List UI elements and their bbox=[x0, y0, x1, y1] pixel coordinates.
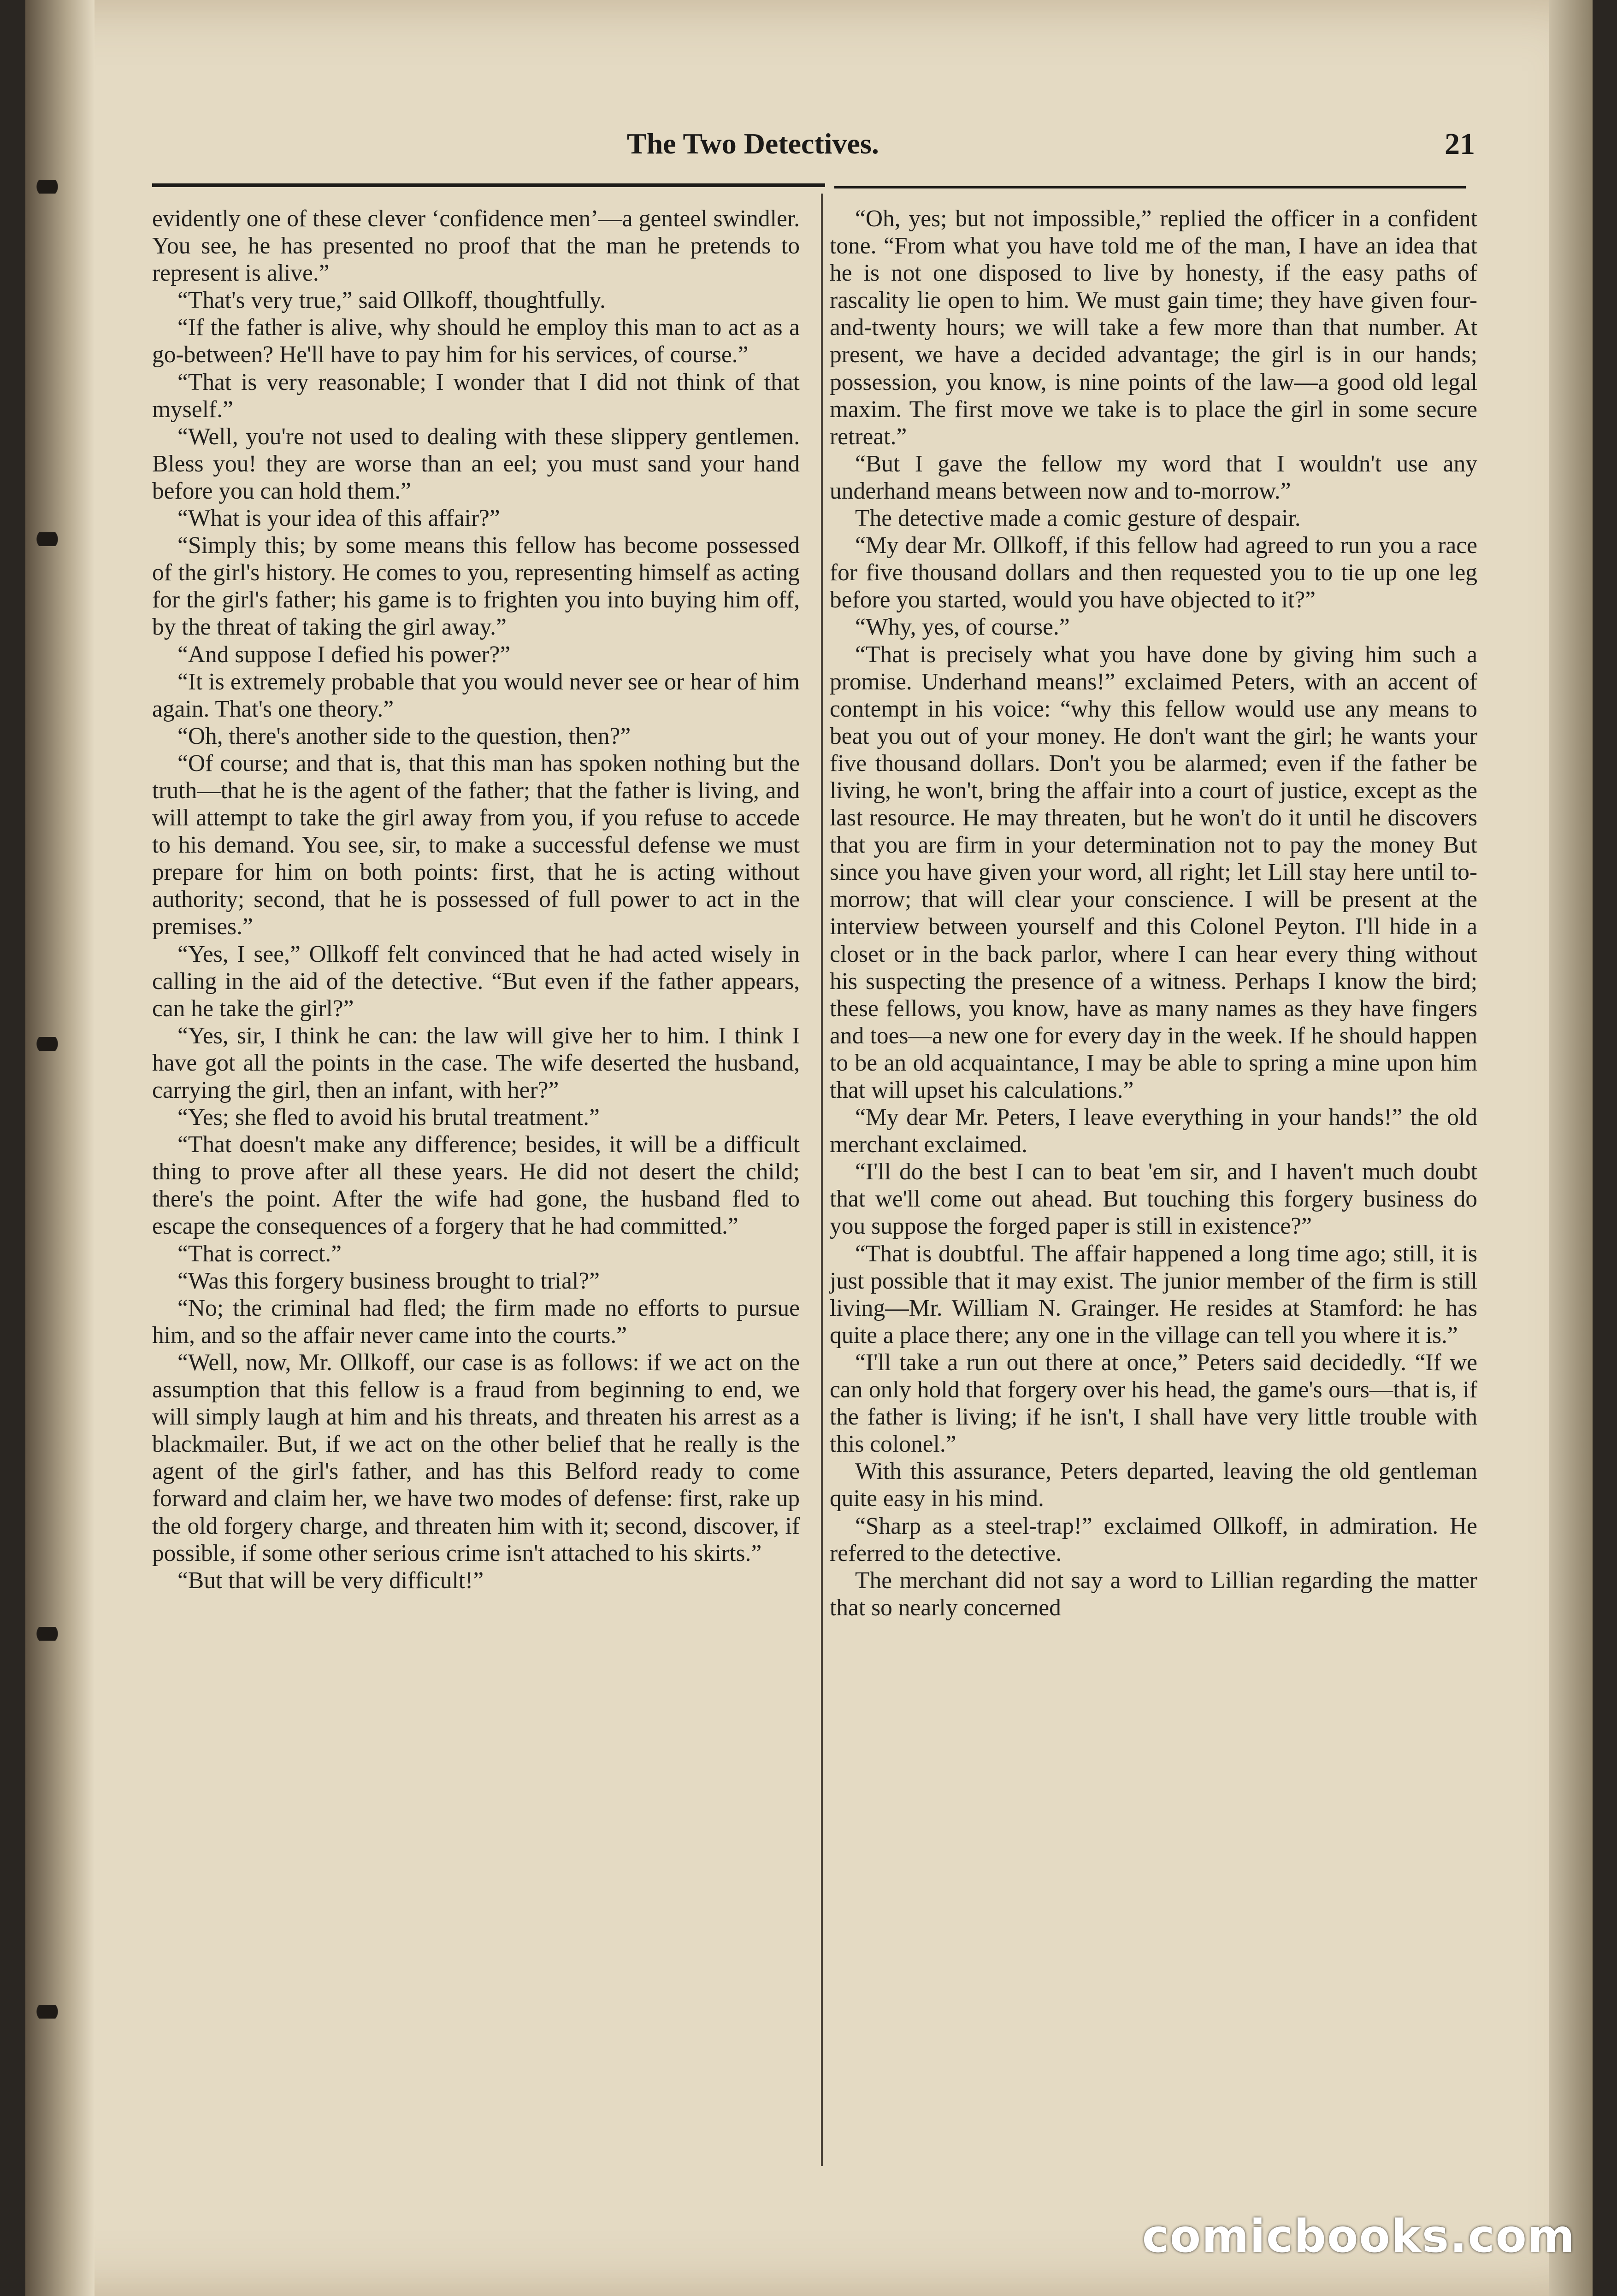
paragraph: “Sharp as a steel-trap!” exclaimed Ollkoff, in admiration. He referred to the detective. bbox=[830, 1513, 1477, 1566]
paragraph: “That is precisely what you have done by giving him such a promise. Underhand means!” exclaimed Peters, with an accent of contempt in his voice: “why this fellow would use any means to beat you out of your money. He don't want the girl; he wants your five thousand dollars. Don't you be alarmed; even if the father be living, he won't, bring the affair into a court of justice, except as the last resource. He may threaten, but he won't do it until he discovers that you are firm in your determination not to pay the money But since you have given your word, all right; let Lill stay here until to-morrow; that will clear your conscience. I will be present at the interview between yourself and this Colonel Peyton. I'll hide in a closet or in the back parlor, where I can hear every thing without his suspecting the presence of a witness. Perhaps I know the bird; these fellows, you know, have as many names as they have fingers and toes—a new one for every day in the week. If he should happen to be an old acquaintance, I may be able to spring a mine upon him that will upset his calculations.” bbox=[830, 641, 1477, 1103]
page-number: 21 bbox=[1445, 127, 1475, 161]
column-divider bbox=[821, 194, 823, 2166]
paragraph: “But I gave the fellow my word that I wouldn't use any underhand means between now and to-morrow.” bbox=[830, 450, 1477, 504]
paragraph: “If the father is alive, why should he employ this man to act as a go-between? He'll have to pay him for his services, of course.” bbox=[152, 314, 800, 368]
paragraph: “Yes; she fled to avoid his brutal treatment.” bbox=[177, 1104, 600, 1131]
paragraph: “I'll take a run out there at once,” Peters said decidedly. “If we can only hold that forgery over his head, the game's ours—that is, if the father is living; if he isn't, I shall have very little trouble with this colonel.” bbox=[830, 1349, 1477, 1458]
stitch-hole bbox=[25, 1627, 69, 1641]
paragraph: “Was this forgery business brought to trial?” bbox=[177, 1267, 600, 1294]
paragraph: The merchant did not say a word to Lillian regarding the matter that so nearly concerned bbox=[830, 1567, 1477, 1621]
left-text-column bbox=[152, 205, 800, 1594]
paragraph: “My dear Mr. Peters, I leave everything in your hands!” the old merchant exclaimed. bbox=[830, 1104, 1477, 1158]
paragraph: “Yes, sir, I think he can: the law will give her to him. I think I have got all the points in the case. The wife deserted the husband, carrying the girl, then an infant, with her?” bbox=[152, 1022, 800, 1103]
site-watermark: comicbooks.com bbox=[1142, 2210, 1576, 2263]
paragraph: “That's very true,” said Ollkoff, thoughtfully. bbox=[177, 287, 606, 314]
stitch-hole bbox=[25, 2005, 69, 2019]
paragraph: “What is your idea of this affair?” bbox=[177, 505, 500, 532]
right-text-column bbox=[830, 205, 1477, 1621]
paragraph: The detective made a comic gesture of despair. bbox=[855, 505, 1301, 532]
paragraph: evidently one of these clever ‘confidence men’—a genteel swindler. You see, he has presented no proof that the man he pretends to represent is alive.” bbox=[152, 206, 800, 287]
paragraph: “That is doubtful. The affair happened a long time ago; still, it is just possible that it may exist. The junior member of the firm is still living—Mr. William N. Grainger. He resides at Stamford: he has quite a place there; any one in the village can tell you where it is.” bbox=[830, 1240, 1477, 1348]
paragraph: “That is correct.” bbox=[177, 1240, 342, 1267]
paragraph: “Well, you're not used to dealing with these slippery gentlemen. Bless you! they are worse than an eel; you must sand your hand before you can hold them.” bbox=[152, 423, 800, 504]
running-title: The Two Detectives. bbox=[627, 127, 879, 160]
paragraph: “Yes, I see,” Ollkoff felt convinced that he had acted wisely in calling in the aid of the detective. “But even if the father appears, can he take the girl?” bbox=[152, 941, 800, 1022]
binding-edge bbox=[25, 0, 94, 2296]
paragraph: “No; the criminal had fled; the firm made no efforts to pursue him, and so the affair never came into the courts.” bbox=[152, 1295, 800, 1348]
running-header bbox=[599, 127, 1475, 182]
paragraph: “But that will be very difficult!” bbox=[177, 1567, 484, 1594]
header-rule bbox=[834, 186, 1466, 188]
paragraph: “My dear Mr. Ollkoff, if this fellow had agreed to run you a race for five thousand dollars and then requested you to tie up one leg before you started, would you have objected to it?” bbox=[830, 532, 1477, 613]
paragraph: “Simply this; by some means this fellow has become possessed of the girl's history. He comes to you, representing himself as acting for the girl's father; his game is to frighten you into buying him off, by the threat of taking the girl away.” bbox=[152, 532, 800, 641]
stitch-hole bbox=[25, 1037, 69, 1051]
paragraph: “And suppose I defied his power?” bbox=[177, 641, 511, 668]
paragraph: “That is very reasonable; I wonder that I did not think of that myself.” bbox=[152, 369, 800, 423]
paragraph: “Of course; and that is, that this man has spoken nothing but the truth—that he is the agent of the father; that the father is living, and will attempt to take the girl away from you, if you refuse to accede to his demand. You see, sir, to make a successful defense we must prepare for him on both points: first, that he is acting without authority; second, that he is possessed of full power to act in the premises.” bbox=[152, 750, 800, 940]
paragraph: “That doesn't make any difference; besides, it will be a difficult thing to prove after all these years. He did not desert the child; there's the point. After the wife had gone, the husband fled to escape the consequences of a forgery that he had committed.” bbox=[152, 1131, 800, 1240]
paragraph: “Oh, yes; but not impossible,” replied the officer in a confident tone. “From what you have told me of the man, I have an idea that he is not one disposed to live by honesty, if the easy paths of rascality lie open to him. We must gain time; they have given four-and-twenty hours; we will take a few more than that number. At present, we have a decided advantage; the girl is in our hands; possession, you know, is nine points of the law—a good old legal maxim. The first move we take is to place the girl in some secure retreat.” bbox=[830, 206, 1477, 450]
paragraph: With this assurance, Peters departed, leaving the old gentleman quite easy in his mind. bbox=[830, 1458, 1477, 1512]
stitch-hole bbox=[25, 180, 69, 194]
stitch-hole bbox=[25, 532, 69, 546]
paragraph: “It is extremely probable that you would never see or hear of him again. That's one theory.” bbox=[152, 668, 800, 722]
page-edge bbox=[1549, 0, 1593, 2296]
paragraph: “I'll do the best I can to beat 'em sir, and I haven't much doubt that we'll come out ahead. But touching this forgery business do you suppose the forged paper is still in existence?” bbox=[830, 1159, 1477, 1240]
paragraph: “Why, yes, of course.” bbox=[855, 614, 1070, 641]
header-rule bbox=[152, 183, 825, 187]
paragraph: “Oh, there's another side to the question, then?” bbox=[177, 723, 631, 749]
paragraph: “Well, now, Mr. Ollkoff, our case is as follows: if we act on the assumption that this fellow is a fraud from beginning to end, we will simply laugh at him and his threats, and threaten his arrest as a blackmailer. But, if we act on the other belief that he really is the agent of the girl's father, and has this Belford ready to come forward and claim her, we have two modes of defense: first, rake up the old forgery charge, and threaten him with it; second, discover, if possible, if some other serious crime isn't attached to his skirts.” bbox=[152, 1349, 800, 1566]
